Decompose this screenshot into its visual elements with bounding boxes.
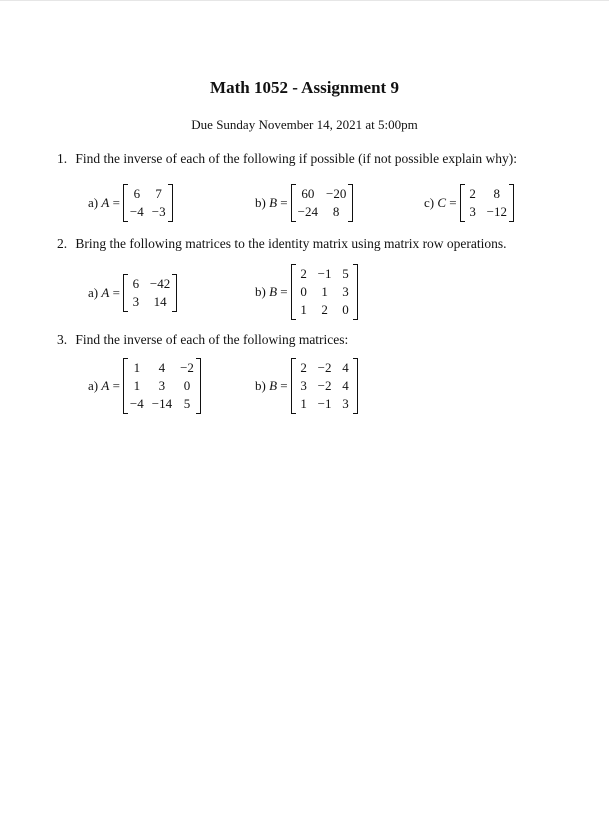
part-label: a) — [88, 378, 99, 393]
matrix-label — [255, 195, 288, 211]
matrix-entry: 3 — [342, 396, 349, 411]
matrix-label — [255, 284, 288, 300]
matrix-entry: −4 — [129, 204, 144, 219]
matrix-entry: −24 — [297, 204, 318, 219]
matrix-entry: −2 — [317, 360, 332, 375]
matrix-variable: B — [269, 284, 278, 299]
matrix-entry: 2 — [469, 186, 476, 201]
matrix-entry: 3 — [469, 204, 476, 219]
matrix-entry: 0 — [183, 378, 191, 393]
matrix-entry: −20 — [325, 186, 347, 201]
matrix-entry: −2 — [317, 378, 332, 393]
matrix-entry: −12 — [486, 204, 507, 219]
matrix-label — [88, 195, 120, 211]
matrix-entry: 1 — [133, 360, 141, 375]
matrix-q1a — [88, 184, 173, 222]
matrix-entry: −2 — [180, 360, 194, 375]
matrix-q3a — [88, 358, 201, 414]
matrix-entry: 3 — [132, 294, 140, 309]
matrix-entry: 8 — [493, 186, 501, 201]
matrix-entry: 1 — [133, 378, 141, 393]
matrix-entry: 4 — [342, 360, 349, 375]
equals-sign: = — [280, 284, 288, 299]
matrix-entry: −1 — [317, 266, 332, 281]
matrix-grid — [130, 276, 170, 310]
part-label: a) — [88, 285, 99, 300]
matrix-q2a — [88, 274, 177, 312]
matrix-label — [88, 378, 120, 394]
matrix-brackets — [291, 358, 359, 414]
equals-sign: = — [112, 195, 120, 210]
matrix-entry: 1 — [321, 284, 328, 299]
due-date: Due Sunday November 14, 2021 at 5:00pm — [191, 117, 418, 132]
matrix-entry: 2 — [300, 266, 307, 281]
part-label: a) — [88, 195, 99, 210]
matrix-entry: 3 — [158, 378, 166, 393]
matrix-grid — [298, 360, 352, 412]
matrix-entry: −14 — [151, 396, 173, 411]
matrix-entry: 5 — [342, 266, 349, 281]
question-text: Find the inverse of each of the following if possible (if not possible explain why): — [75, 151, 518, 166]
matrix-entry: 7 — [155, 186, 162, 201]
question-2 — [57, 236, 507, 252]
matrix-variable: B — [269, 378, 278, 393]
question-3 — [57, 332, 348, 348]
matrix-entry: 2 — [321, 302, 328, 317]
matrix-entry: −3 — [151, 204, 166, 219]
equals-sign: = — [112, 378, 120, 393]
part-label: b) — [255, 284, 266, 299]
matrix-brackets — [123, 358, 201, 414]
matrix-entry: 0 — [342, 302, 349, 317]
matrix-q1b — [255, 184, 353, 222]
matrix-q3b — [255, 358, 358, 414]
matrix-grid — [467, 186, 507, 220]
matrix-entry: 14 — [153, 294, 167, 309]
matrix-label — [255, 378, 288, 394]
matrix-q1c — [424, 184, 514, 222]
matrix-label — [424, 195, 457, 211]
matrix-q2b — [255, 264, 358, 320]
matrix-entry: 2 — [300, 360, 307, 375]
matrix-grid — [298, 266, 352, 318]
question-text: Bring the following matrices to the identity matrix using matrix row operations. — [75, 236, 507, 251]
equals-sign: = — [280, 378, 288, 393]
matrix-entry: 0 — [300, 284, 307, 299]
matrix-grid — [298, 186, 347, 220]
part-label: b) — [255, 195, 266, 210]
question-number: 1. — [57, 151, 68, 166]
matrix-entry: 5 — [183, 396, 191, 411]
part-label: b) — [255, 378, 266, 393]
part-label: c) — [424, 195, 435, 210]
matrix-variable: B — [269, 195, 278, 210]
equals-sign: = — [112, 285, 120, 300]
matrix-variable: A — [101, 285, 110, 300]
equals-sign: = — [280, 195, 288, 210]
matrix-variable: C — [437, 195, 447, 210]
matrix-brackets — [291, 184, 354, 222]
page-top-border — [0, 0, 609, 1]
matrix-entry: 6 — [133, 186, 141, 201]
page-title: Math 1052 - Assignment 9 — [210, 78, 399, 97]
matrix-brackets — [123, 184, 173, 222]
matrix-brackets — [291, 264, 359, 320]
matrix-entry: 3 — [300, 378, 307, 393]
matrix-grid — [130, 186, 166, 220]
matrix-brackets — [460, 184, 514, 222]
matrix-entry: 8 — [332, 204, 340, 219]
matrix-brackets — [123, 274, 177, 312]
question-text: Find the inverse of each of the following matrices: — [75, 332, 349, 347]
equals-sign: = — [449, 195, 457, 210]
matrix-entry: −1 — [317, 396, 332, 411]
matrix-grid — [130, 360, 194, 412]
question-1 — [57, 151, 517, 167]
matrix-entry: 1 — [300, 302, 307, 317]
matrix-entry: 3 — [342, 284, 349, 299]
matrix-entry: 60 — [301, 186, 315, 201]
matrix-entry: −4 — [129, 396, 144, 411]
matrix-entry: 6 — [132, 276, 140, 291]
matrix-entry: −42 — [149, 276, 171, 291]
question-number: 3. — [57, 332, 68, 347]
matrix-entry: 4 — [342, 378, 349, 393]
question-number: 2. — [57, 236, 68, 251]
matrix-variable: A — [101, 378, 110, 393]
matrix-entry: 1 — [300, 396, 307, 411]
matrix-entry: 4 — [158, 360, 166, 375]
matrix-variable: A — [101, 195, 110, 210]
matrix-label — [88, 285, 120, 301]
